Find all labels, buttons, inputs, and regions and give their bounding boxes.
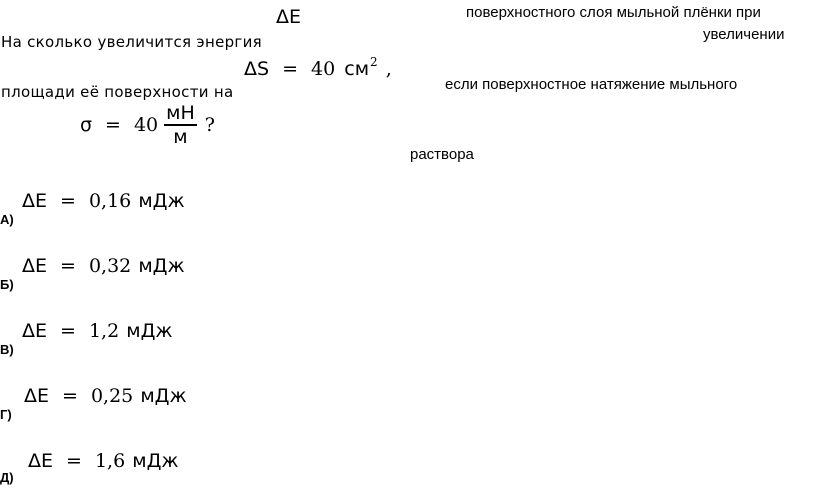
delta-s-comma: , xyxy=(385,58,392,80)
question-text-right-3: раствора xyxy=(410,146,474,163)
option-d-unit: мДж xyxy=(140,385,187,407)
option-c-equals: = xyxy=(60,320,76,342)
delta-s-power: 2 xyxy=(370,55,378,69)
sigma-equals: = xyxy=(105,113,121,136)
option-c-formula xyxy=(22,320,173,342)
option-e-label[interactable]: Д) xyxy=(0,470,14,485)
sigma-unit-fraction xyxy=(164,104,197,146)
question-mark: ? xyxy=(204,113,215,136)
option-b-unit: мДж xyxy=(138,255,185,277)
question-text-line-2: площади её поверхности на xyxy=(1,83,234,101)
sigma-formula xyxy=(80,104,215,146)
option-c-symbol: ΔE xyxy=(22,320,48,342)
question-text-right-1: поверхностного слоя мыльной плёнки при xyxy=(466,4,761,21)
option-b-symbol: ΔE xyxy=(22,255,48,277)
delta-s-unit: см xyxy=(344,58,370,80)
sigma-unit-numerator: мН xyxy=(166,102,195,124)
delta-s-value: 40 xyxy=(310,58,336,80)
option-d-label[interactable]: Г) xyxy=(0,407,12,422)
option-a-equals: = xyxy=(60,190,76,212)
option-c-unit: мДж xyxy=(126,320,173,342)
sigma-value: 40 xyxy=(133,113,159,136)
option-e-equals: = xyxy=(66,450,82,472)
option-b-label[interactable]: Б) xyxy=(0,277,14,292)
question-text-line-1: На сколько увеличится энергия xyxy=(1,33,262,51)
option-d-value: 0,25 xyxy=(90,385,134,407)
option-e-formula xyxy=(28,450,179,472)
option-a-label[interactable]: А) xyxy=(0,212,14,227)
option-b-equals: = xyxy=(60,255,76,277)
option-d-equals: = xyxy=(62,385,78,407)
option-a-formula xyxy=(22,190,185,212)
option-e-symbol: ΔE xyxy=(28,450,54,472)
option-d-symbol: ΔE xyxy=(24,385,50,407)
option-e-value: 1,6 xyxy=(94,450,126,472)
option-b-value: 0,32 xyxy=(88,255,132,277)
option-d-formula xyxy=(24,385,187,407)
delta-s-equals: = xyxy=(282,58,298,80)
sigma-symbol: σ xyxy=(80,113,93,136)
option-c-label[interactable]: В) xyxy=(0,342,14,357)
option-b-formula xyxy=(22,255,185,277)
question-text-right-2: если поверхностное натяжение мыльного xyxy=(445,76,738,93)
delta-s-formula xyxy=(244,55,392,80)
option-c-value: 1,2 xyxy=(88,320,120,342)
delta-e-symbol: ΔE xyxy=(276,6,302,28)
option-e-unit: мДж xyxy=(132,450,179,472)
question-text-right-1b: увеличении xyxy=(703,26,785,43)
option-a-value: 0,16 xyxy=(88,190,132,212)
option-a-symbol: ΔE xyxy=(22,190,48,212)
delta-s-symbol: ΔS xyxy=(244,58,270,80)
option-a-unit: мДж xyxy=(138,190,185,212)
sigma-unit-denominator: м xyxy=(173,125,188,148)
